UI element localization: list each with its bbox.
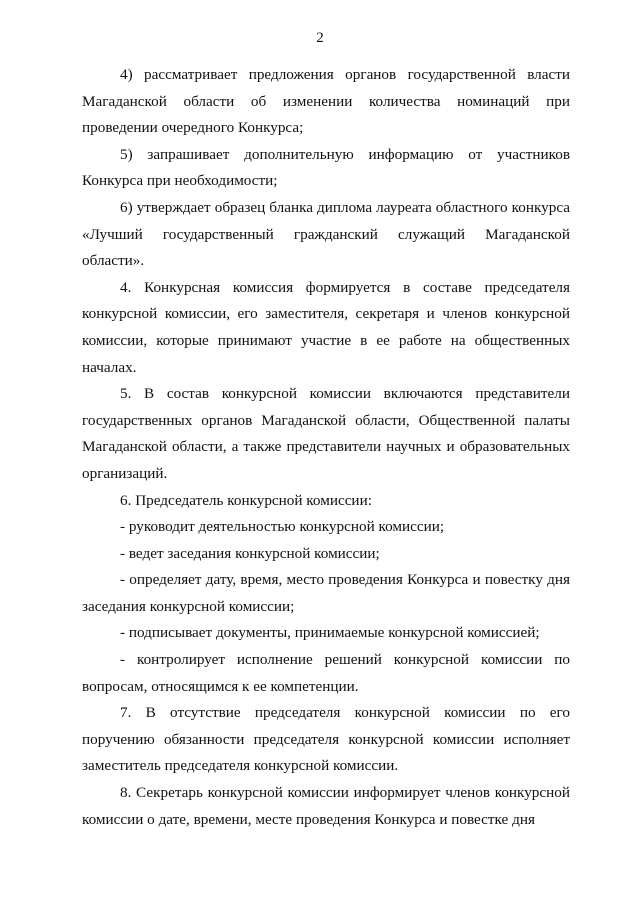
page-number: 2 [316,30,324,46]
paragraph-section-6: 6. Председатель конкурсной комиссии: [120,491,372,509]
list-item-chair-duty-4: - подписывает документы, принимаемые конкурсной комиссией; [120,624,540,642]
list-item-chair-duty-3: - определяет дату, время, место проведения Конкурса и повестку дня заседания конкурсной комиссии; [82,571,570,615]
list-item-chair-duty-5: - контролирует исполнение решений конкурсной комиссии по вопросам, относящимся к ее компетенции. [82,651,570,695]
paragraph-section-5: 5. В состав конкурсной комиссии включаются представители государственных органов Магаданской области, Общественной палаты Магаданской области, а также представители научных и образовательных организаций. [82,385,570,482]
paragraph-item-5: 5) запрашивает дополнительную информацию от участников Конкурса при необходимости; [82,145,570,190]
list-item-chair-duty-2: - ведет заседания конкурсной комиссии; [120,544,380,562]
paragraph-item-6: 6) утверждает образец бланка диплома лауреата областного конкурса «Лучший государственный гражданский служащий Магаданской области». [82,198,570,270]
paragraph-item-4: 4) рассматривает предложения органов государственной власти Магаданской области об изменении количества номинаций при проведении очередного Конкурса; [82,66,570,137]
paragraph-section-8: 8. Секретарь конкурсной комиссии информирует членов конкурсной комиссии о дате, времени, месте проведения Конкурса и повестке дня [82,784,570,828]
paragraph-section-7: 7. В отсутствие председателя конкурсной комиссии по его поручению обязанности председателя конкурсной комиссии исполняет заместитель председателя конкурсной комиссии. [82,704,570,775]
document-body [82,62,570,833]
list-item-chair-duty-1: - руководит деятельностью конкурсной комиссии; [120,518,445,536]
paragraph-section-4: 4. Конкурсная комиссия формируется в составе председателя конкурсной комиссии, его заместителя, секретаря и членов конкурсной комиссии, которые принимают участие в ее работе на общественных началах. [82,278,570,376]
